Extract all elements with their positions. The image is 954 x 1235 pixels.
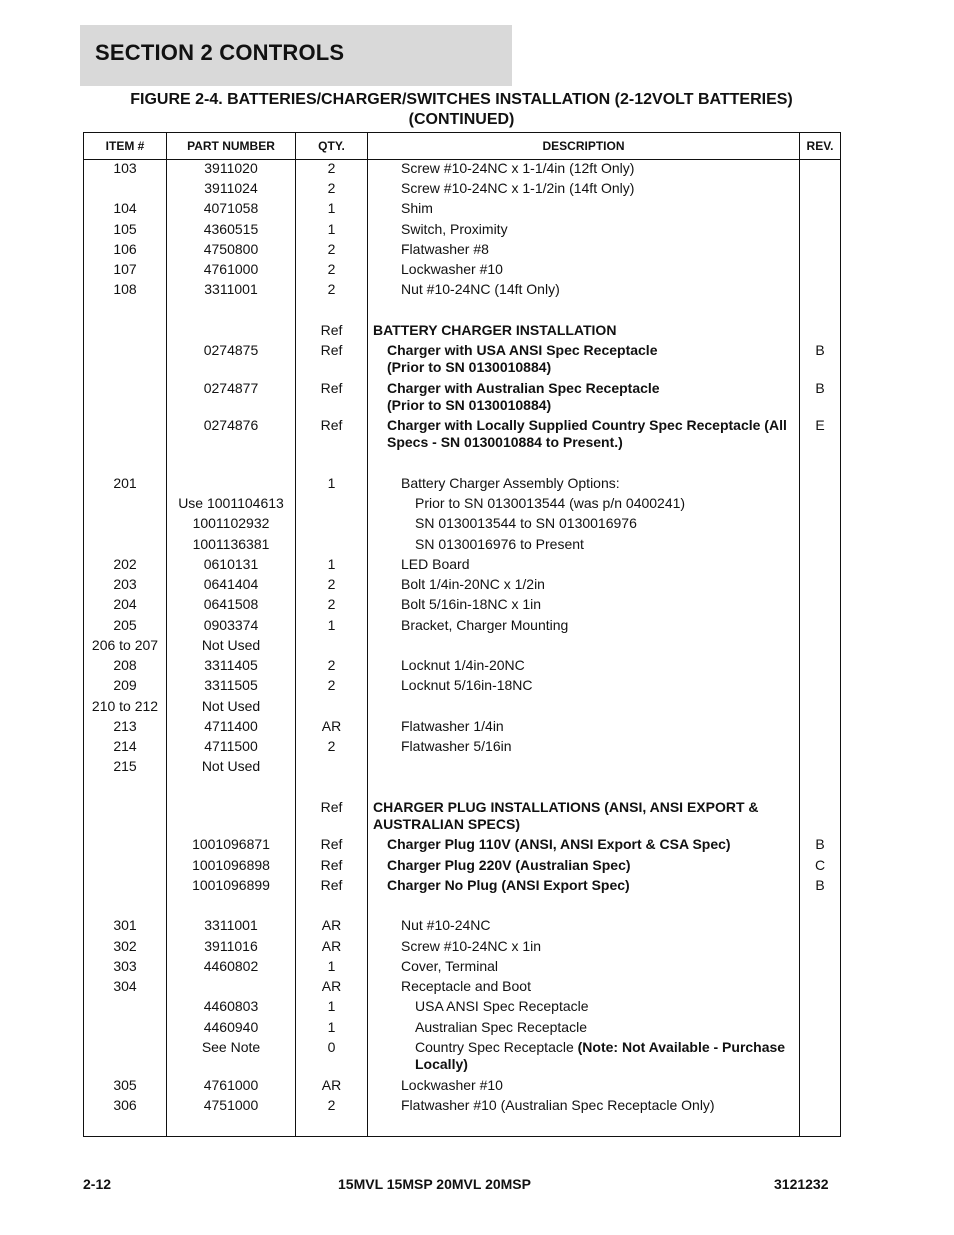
description-text: SN 0130013544 to SN 0130016976 — [415, 515, 637, 531]
part-number-cell: 1001096871 — [192, 836, 270, 852]
description-text: Battery Charger Assembly Options: — [401, 475, 620, 491]
figure-title-line-2: (CONTINUED) — [408, 111, 515, 128]
description-line — [401, 261, 831, 278]
part-number-cell: 4711500 — [204, 738, 258, 754]
part-number-cell: 0610131 — [203, 556, 259, 572]
description-line-2: AUSTRALIAN SPECS) — [373, 816, 521, 832]
part-number-cell: 3311405 — [204, 657, 258, 673]
description-text: Charger No Plug (ANSI Export Spec) — [387, 877, 630, 893]
description-cell — [401, 180, 831, 197]
description-line — [415, 1019, 805, 1036]
part-number-cell: 4751000 — [203, 1097, 259, 1113]
header-rev: REV. — [806, 139, 834, 153]
description-line — [401, 160, 831, 177]
description-line — [401, 617, 831, 634]
quantity-cell: 1 — [327, 556, 336, 572]
description-cell — [401, 938, 831, 955]
description-line — [387, 836, 797, 853]
description-line-2: (Prior to SN 0130010884) — [387, 359, 552, 375]
description-line — [401, 738, 831, 755]
description-cell — [401, 200, 831, 217]
quantity-cell: 1 — [327, 958, 336, 974]
description-line — [401, 1097, 831, 1114]
description-cell — [387, 380, 797, 414]
item-number-cell: 306 — [113, 1097, 137, 1113]
description-line — [387, 342, 797, 359]
description-text: Shim — [401, 200, 433, 216]
description-line — [415, 998, 805, 1015]
description-line — [401, 677, 831, 694]
description-line — [401, 917, 831, 934]
part-number-cell: 1001136381 — [192, 536, 270, 552]
description-cell — [401, 261, 831, 278]
quantity-cell: 1 — [327, 617, 336, 633]
item-number-cell: 206 to 207 — [91, 637, 159, 653]
quantity-cell: 2 — [327, 180, 336, 196]
description-cell — [401, 1077, 831, 1094]
description-text: Charger with Locally Supplied Country Spec Receptacle (All — [387, 417, 787, 433]
revision-cell: B — [815, 836, 825, 852]
description-text: Charger Plug 110V (ANSI, ANSI Export & CSA Spec) — [387, 836, 731, 852]
description-text: Locknut 5/16in-18NC — [401, 677, 533, 693]
item-number-cell: 108 — [113, 281, 137, 297]
part-number-cell: Not Used — [201, 758, 261, 774]
description-text: Switch, Proximity — [401, 221, 508, 237]
quantity-cell: 2 — [327, 677, 336, 693]
description-line — [387, 380, 797, 397]
part-number-cell: 0903374 — [203, 617, 259, 633]
revision-cell: B — [815, 877, 825, 893]
description-line-2: (Prior to SN 0130010884) — [387, 397, 552, 413]
description-text: USA ANSI Spec Receptacle — [415, 998, 589, 1014]
part-number-cell: 1001096899 — [192, 877, 270, 893]
quantity-cell: 2 — [327, 160, 336, 176]
quantity-cell: Ref — [320, 799, 343, 815]
item-number-cell: 208 — [113, 657, 137, 673]
quantity-cell: 2 — [327, 1097, 336, 1113]
column-divider — [367, 133, 368, 1136]
description-text: Lockwasher #10 — [401, 261, 503, 277]
part-number-cell: 4460802 — [203, 958, 259, 974]
item-number-cell: 204 — [113, 596, 137, 612]
description-cell — [415, 1039, 805, 1073]
part-number-cell: 3311001 — [204, 917, 258, 933]
description-text: CHARGER PLUG INSTALLATIONS (ANSI, ANSI EXPORT & — [373, 799, 759, 815]
description-cell — [373, 322, 803, 339]
description-cell — [387, 836, 797, 853]
description-text: Nut #10-24NC (14ft Only) — [401, 281, 560, 297]
description-cell — [401, 677, 831, 694]
description-line — [415, 515, 805, 532]
section-title: SECTION 2 CONTROLS — [95, 40, 345, 65]
description-text: Bolt 5/16in-18NC x 1in — [401, 596, 542, 612]
quantity-cell: Ref — [320, 836, 343, 852]
quantity-cell: 2 — [327, 261, 336, 277]
quantity-cell: 2 — [327, 576, 336, 592]
header-description: DESCRIPTION — [542, 139, 625, 153]
description-line — [401, 1077, 831, 1094]
description-line — [387, 877, 797, 894]
revision-cell: C — [814, 857, 826, 873]
description-line — [401, 221, 831, 238]
figure-title-line-1: FIGURE 2-4. BATTERIES/CHARGER/SWITCHES INSTALLATION (2-12VOLT BATTERIES) — [130, 91, 793, 108]
item-number-cell: 205 — [113, 617, 137, 633]
part-number-cell: 0641508 — [203, 596, 259, 612]
part-number-cell: 0274875 — [203, 342, 259, 358]
description-text: Cover, Terminal — [401, 958, 499, 974]
description-text: Flatwasher 1/4in — [401, 718, 504, 734]
item-number-cell: 214 — [113, 738, 137, 754]
item-number-cell: 104 — [113, 200, 137, 216]
description-cell — [415, 998, 805, 1015]
description-line — [401, 556, 831, 573]
description-cell — [415, 515, 805, 532]
quantity-cell: AR — [321, 917, 342, 933]
description-text: Bolt 1/4in-20NC x 1/2in — [401, 576, 545, 592]
quantity-cell: 2 — [327, 657, 336, 673]
description-text: Screw #10-24NC x 1in — [401, 938, 542, 954]
item-number-cell: 210 to 212 — [91, 698, 159, 714]
item-number-cell: 105 — [113, 221, 137, 237]
part-number-cell: 0641404 — [203, 576, 259, 592]
part-number-cell: 1001096898 — [192, 857, 270, 873]
item-number-cell: 107 — [113, 261, 137, 277]
description-cell — [415, 495, 805, 512]
quantity-cell: Ref — [320, 857, 343, 873]
description-text: Charger Plug 220V (Australian Spec) — [387, 857, 631, 873]
part-number-cell: Not Used — [201, 698, 261, 714]
description-text: LED Board — [401, 556, 470, 572]
part-number-cell: 1001102932 — [192, 515, 270, 531]
quantity-cell: 1 — [327, 1019, 336, 1035]
quantity-cell: 2 — [327, 738, 336, 754]
description-cell — [401, 917, 831, 934]
part-number-cell: See Note — [201, 1039, 261, 1055]
description-cell — [401, 978, 831, 995]
part-number-cell: 0274876 — [203, 417, 259, 433]
description-cell — [401, 576, 831, 593]
quantity-cell: Ref — [320, 877, 343, 893]
part-number-cell: 3311001 — [204, 281, 258, 297]
description-text: Flatwasher #10 (Australian Spec Receptacle Only) — [401, 1097, 715, 1113]
item-number-cell: 202 — [113, 556, 137, 572]
description-cell — [373, 799, 803, 833]
description-text: Receptacle and Boot — [401, 978, 531, 994]
part-number-cell: 4460803 — [203, 998, 259, 1014]
figure-title — [84, 90, 839, 130]
description-text: BATTERY CHARGER INSTALLATION — [373, 322, 617, 338]
part-number-cell: 3911016 — [204, 938, 258, 954]
item-number-cell: 305 — [113, 1077, 137, 1093]
item-number-cell: 213 — [113, 718, 137, 734]
quantity-cell: AR — [321, 938, 342, 954]
item-number-cell: 201 — [113, 475, 137, 491]
description-text: Lockwasher #10 — [401, 1077, 503, 1093]
quantity-cell: 2 — [327, 281, 336, 297]
part-number-cell: 4761000 — [203, 261, 259, 277]
quantity-cell: 1 — [327, 475, 336, 491]
part-number-cell: 4711400 — [204, 718, 258, 734]
item-number-cell: 301 — [113, 917, 137, 933]
description-line — [401, 281, 831, 298]
description-cell — [401, 738, 831, 755]
description-line — [401, 718, 831, 735]
revision-cell: B — [815, 380, 825, 396]
item-number-cell: 302 — [113, 938, 137, 954]
description-text: Charger with Australian Spec Receptacle — [387, 380, 660, 396]
description-cell — [401, 1097, 831, 1114]
part-number-cell: 3311505 — [204, 677, 258, 693]
revision-cell: E — [815, 417, 825, 433]
description-text: SN 0130016976 to Present — [415, 536, 584, 552]
description-line — [373, 322, 803, 339]
item-number-cell: 106 — [113, 241, 137, 257]
item-number-cell: 303 — [113, 958, 137, 974]
quantity-cell: AR — [321, 718, 342, 734]
description-cell — [387, 877, 797, 894]
description-line — [401, 475, 831, 492]
quantity-cell: 1 — [327, 998, 336, 1014]
quantity-cell: 0 — [327, 1039, 336, 1055]
revision-cell: B — [815, 342, 825, 358]
part-number-cell: Not Used — [201, 637, 261, 653]
description-line-2: Locally) — [415, 1056, 468, 1072]
description-cell — [387, 857, 797, 874]
description-line — [387, 417, 797, 434]
quantity-cell: 1 — [327, 200, 336, 216]
description-note: (Note: Not Available - Purchase — [577, 1039, 786, 1055]
description-line — [373, 799, 803, 816]
description-cell — [401, 475, 831, 492]
description-cell — [415, 536, 805, 553]
item-number-cell: 304 — [113, 978, 137, 994]
part-number-cell: 3911020 — [204, 160, 258, 176]
item-number-cell: 215 — [113, 758, 137, 774]
description-cell — [401, 657, 831, 674]
description-cell — [401, 596, 831, 613]
quantity-cell: Ref — [320, 380, 343, 396]
description-line — [401, 958, 831, 975]
header-item: ITEM # — [105, 139, 145, 153]
description-text: Bracket, Charger Mounting — [401, 617, 569, 633]
document-number: 3121232 — [774, 1176, 829, 1192]
part-number-cell: 4360515 — [203, 221, 259, 237]
description-line — [415, 536, 805, 553]
description-text: Australian Spec Receptacle — [415, 1019, 587, 1035]
description-line — [401, 657, 831, 674]
quantity-cell: 2 — [327, 241, 336, 257]
description-text: Prior to SN 0130013544 (was p/n 0400241) — [415, 495, 686, 511]
page-number: 2-12 — [83, 1176, 112, 1192]
description-line — [387, 857, 797, 874]
model-list: 15MVL 15MSP 20MVL 20MSP — [338, 1176, 531, 1192]
description-text: Country Spec Receptacle — [415, 1039, 578, 1055]
quantity-cell: Ref — [320, 342, 343, 358]
description-cell — [415, 1019, 805, 1036]
description-text: Charger with USA ANSI Spec Receptacle — [387, 342, 658, 358]
description-cell — [401, 718, 831, 735]
description-line-2: Specs - SN 0130010884 to Present.) — [387, 434, 623, 450]
description-line — [401, 200, 831, 217]
description-cell — [401, 160, 831, 177]
description-line — [415, 495, 805, 512]
description-line — [415, 1039, 805, 1056]
description-cell — [401, 958, 831, 975]
part-number-cell: 4761000 — [203, 1077, 259, 1093]
description-text: Locknut 1/4in-20NC — [401, 657, 525, 673]
quantity-cell: Ref — [320, 322, 343, 338]
description-line — [401, 978, 831, 995]
part-number-cell: 3911024 — [204, 180, 258, 196]
part-number-cell: Use 1001104613 — [178, 495, 284, 511]
item-number-cell: 203 — [113, 576, 137, 592]
header-qty: QTY. — [318, 139, 345, 153]
description-line — [401, 596, 831, 613]
description-line — [401, 180, 831, 197]
description-cell — [401, 281, 831, 298]
description-line — [401, 241, 831, 258]
description-text: Flatwasher 5/16in — [401, 738, 512, 754]
part-number-cell: 0274877 — [203, 380, 259, 396]
description-line — [401, 576, 831, 593]
part-number-cell: 4071058 — [203, 200, 259, 216]
description-text: Flatwasher #8 — [401, 241, 489, 257]
header-part-number: PART NUMBER — [187, 139, 275, 153]
part-number-cell: 4750800 — [203, 241, 259, 257]
quantity-cell: Ref — [320, 417, 343, 433]
description-cell — [387, 417, 797, 451]
description-text: Screw #10-24NC x 1-1/2in (14ft Only) — [401, 180, 635, 196]
description-cell — [401, 241, 831, 258]
part-number-cell: 4460940 — [203, 1019, 259, 1035]
item-number-cell: 103 — [113, 160, 137, 176]
description-text: Screw #10-24NC x 1-1/4in (12ft Only) — [401, 160, 635, 176]
quantity-cell: 2 — [327, 596, 336, 612]
description-cell — [401, 617, 831, 634]
quantity-cell: AR — [321, 978, 342, 994]
quantity-cell: 1 — [327, 221, 336, 237]
description-cell — [401, 221, 831, 238]
quantity-cell: AR — [321, 1077, 342, 1093]
item-number-cell: 209 — [113, 677, 137, 693]
description-line — [401, 938, 831, 955]
description-cell — [387, 342, 797, 376]
description-text: Nut #10-24NC — [401, 917, 491, 933]
parts-table — [83, 132, 841, 1137]
description-cell — [401, 556, 831, 573]
